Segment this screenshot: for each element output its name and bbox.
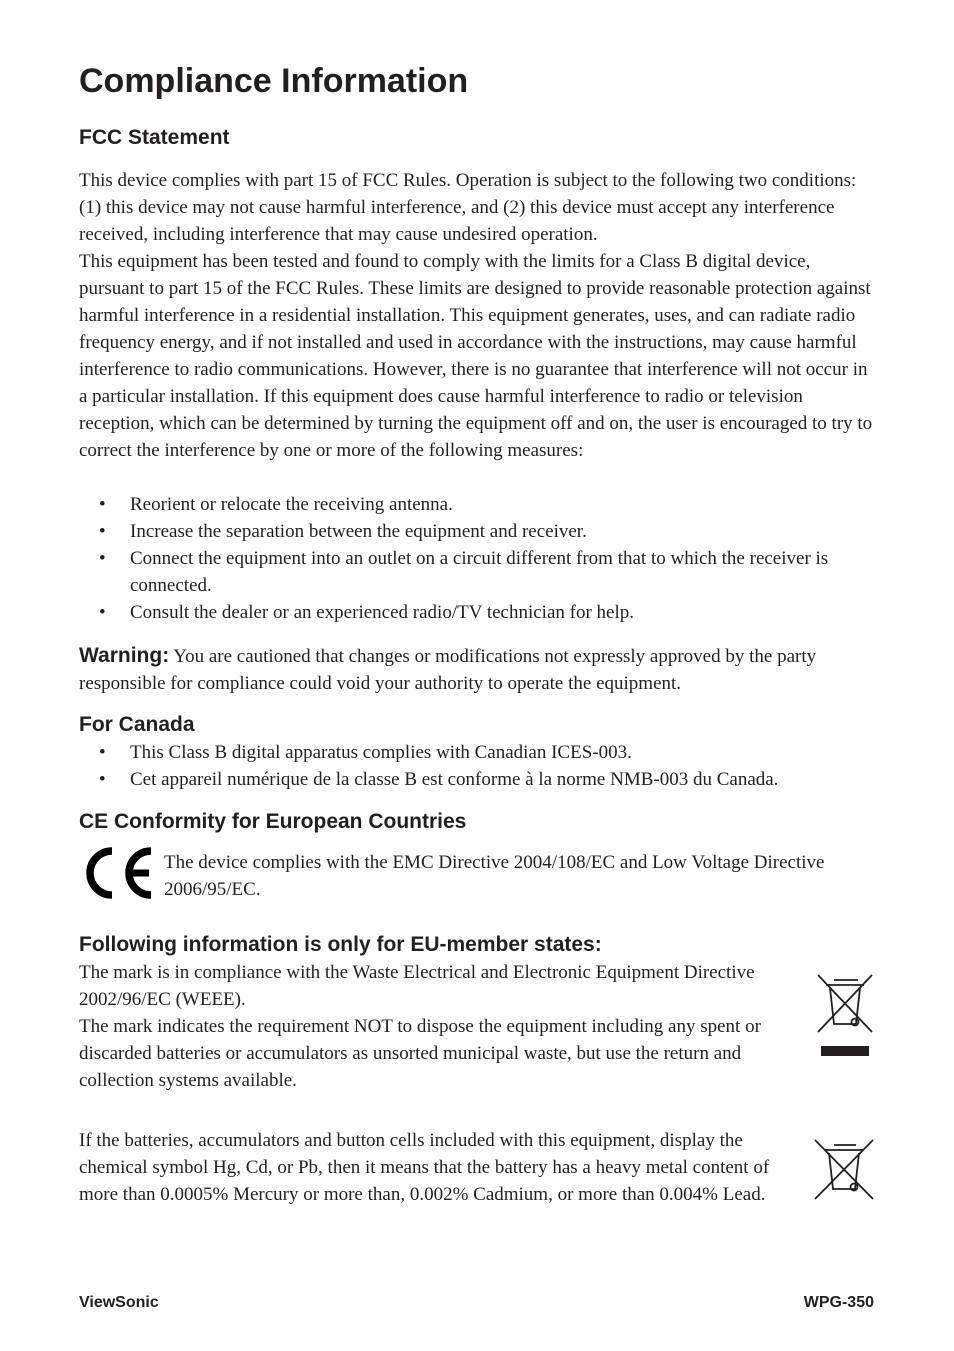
fcc-measures-list <box>79 491 879 626</box>
list-item: • Consult the dealer or an experienced radio/TV technician for help. <box>99 602 635 623</box>
crossed-out-wheelie-bin-icon <box>812 1137 876 1201</box>
canada-heading: For Canada <box>79 713 195 736</box>
eu-heading: Following information is only for EU-member states: <box>79 933 602 956</box>
crossed-out-wheelie-bin-icon <box>814 972 876 1060</box>
fcc-paragraph-2: This equipment has been tested and found to comply with the limits for a Class B digital device, pursuant to part 15 of the FCC Rules. These limits are designed to provide reasonable protection against harmful interference in a residential installation. This equipment generates, uses, and can radiate radio frequency energy, and if not installed and used in accordance with the instructions, may cause harmful interference to radio communications. However, there is no guarantee that interference will not occur in a particular installation. If this equipment does cause harmful interference to radio or television reception, which can be determined by turning the equipment off and on, the user is encouraged to try to correct the interference by one or more of the following measures: <box>79 251 873 461</box>
footer-model: WPG-350 <box>803 1294 874 1311</box>
ce-text: The device complies with the EMC Directive 2004/108/EC and Low Voltage Directive 2006/95/EC. <box>164 852 825 900</box>
eu-paragraph-1: The mark is in compliance with the Waste Electrical and Electronic Equipment Directive 2002/96/EC (WEEE). <box>79 962 755 1010</box>
warning-text: You are cautioned that changes or modifications not expressly approved by the party responsible for compliance could void your authority to operate the equipment. <box>79 646 817 694</box>
footer-brand: ViewSonic <box>79 1294 159 1311</box>
fcc-paragraph-1: This device complies with part 15 of FCC Rules. Operation is subject to the following two conditions: (1) this device may not cause harmful interference, and (2) this device must accept any interference received, including interference that may cause undesired operation. <box>79 170 857 245</box>
fcc-heading: FCC Statement <box>79 126 230 149</box>
canada-list <box>79 739 879 793</box>
list-item: • Cet appareil numérique de la classe B est conforme à la norme NMB-003 du Canada. <box>99 769 779 790</box>
eu-paragraph-3: If the batteries, accumulators and button cells included with this equipment, display the chemical symbol Hg, Cd, or Pb, then it means that the battery has a heavy metal content of more than 0.0005% Mercury or more than, 0.002% Cadmium, or more than 0.004% Lead. <box>79 1130 770 1205</box>
page-title: Compliance Information <box>79 62 469 100</box>
list-item: • This Class B digital apparatus complies with Canadian ICES-003. <box>99 742 632 763</box>
list-item: • Increase the separation between the equipment and receiver. <box>99 521 587 542</box>
list-item: • Reorient or relocate the receiving antenna. <box>99 494 453 515</box>
ce-heading: CE Conformity for European Countries <box>79 810 467 833</box>
ce-mark-icon <box>79 847 155 899</box>
warning-label: Warning: <box>79 644 170 667</box>
fcc-body <box>79 167 879 464</box>
eu-paragraph-2: The mark indicates the requirement NOT to dispose the equipment including any spent or discarded batteries or accumulators as unsorted municipal waste, but use the return and collection systems available. <box>79 1016 761 1091</box>
warning-block <box>79 642 879 697</box>
eu-body <box>79 959 799 1094</box>
list-item: • Connect the equipment into an outlet on a circuit different from that to which the receiver is connected. <box>99 548 829 596</box>
